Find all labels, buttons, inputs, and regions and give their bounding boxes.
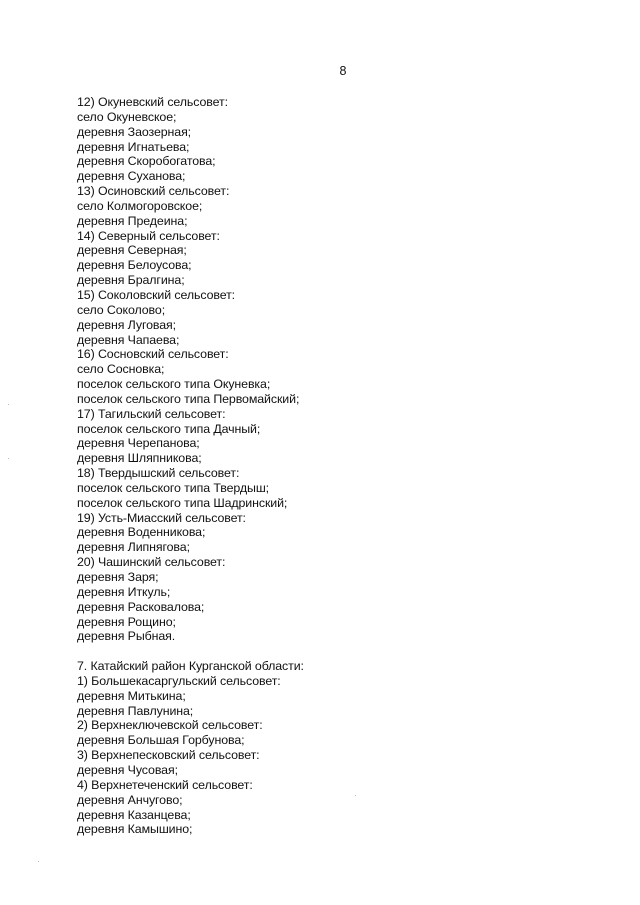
scan-speck — [8, 404, 9, 405]
text-line: 12) Окуневский сельсовет: — [77, 95, 228, 109]
text-line: деревня Расковалова; — [77, 599, 205, 614]
scan-speck — [38, 861, 39, 862]
scan-speck — [355, 795, 356, 796]
text-line: деревня Рыбная. — [77, 629, 176, 644]
text-line: 15) Соколовский сельсовет: — [77, 287, 235, 302]
text-line: деревня Белоусова; — [77, 258, 192, 273]
text-line: 14) Северный сельсовет: — [77, 228, 220, 243]
text-line: 1) Большекасаргульский сельсовет: — [77, 673, 281, 688]
text-line: 7. Катайский район Курганской области: — [77, 659, 304, 674]
text-line: деревня Иткуль; — [77, 584, 171, 599]
text-line: 20) Чашинский сельсовет: — [77, 555, 226, 570]
text-line: поселок сельского типа Первомайский; — [77, 391, 300, 406]
text-line: 19) Усть-Миасский сельсовет: — [77, 510, 246, 525]
text-line: поселок сельского типа Шадринский; — [77, 495, 288, 510]
text-line: деревня Чапаева; — [77, 332, 180, 347]
text-line: село Колмогоровское; — [77, 198, 203, 213]
text-line: 18) Твердышский сельсовет: — [77, 466, 240, 481]
document-body — [77, 95, 597, 837]
text-line: деревня Рощино; — [77, 614, 176, 629]
scan-speck — [8, 458, 9, 459]
text-line: деревня Шляпникова; — [77, 451, 202, 466]
text-line: поселок сельского типа Твердыш; — [77, 480, 270, 495]
text-line: деревня Митькина; — [77, 688, 186, 703]
text-line: поселок сельского типа Дачный; — [77, 421, 261, 436]
text-line: деревня Бралгина; — [77, 273, 185, 288]
text-line: 17) Тагильский сельсовет: — [77, 406, 226, 421]
text-line: деревня Черепанова; — [77, 436, 200, 451]
text-line: деревня Северная; — [77, 243, 187, 258]
text-line: село Соколово; — [77, 302, 166, 317]
text-line: 3) Верхнепесковский сельсовет: — [77, 748, 260, 763]
text-line: деревня Луговая; — [77, 317, 176, 332]
text-line: 13) Осиновский сельсовет: — [77, 184, 230, 199]
text-line: деревня Суханова; — [77, 169, 186, 184]
text-line: деревня Чусовая; — [77, 762, 178, 777]
text-line: деревня Предеина; — [77, 213, 188, 228]
text-line: деревня Заозерная; — [77, 124, 192, 139]
text-line: 4) Верхнетеченский сельсовет: — [77, 777, 253, 792]
text-line: село Сосновка; — [77, 362, 165, 377]
page-number: 8 — [339, 64, 347, 78]
text-line: деревня Казанцева; — [77, 807, 191, 822]
text-line: деревня Игнатьева; — [77, 139, 190, 154]
text-line: 2) Верхнеключевской сельсовет: — [77, 718, 263, 733]
text-line: деревня Скоробогатова; — [77, 154, 216, 169]
text-line: деревня Воденникова; — [77, 525, 206, 540]
text-line: село Окуневское; — [77, 109, 177, 124]
text-line: деревня Камышино; — [77, 822, 193, 837]
text-line: деревня Анчугово; — [77, 792, 183, 807]
text-line: поселок сельского типа Окуневка; — [77, 377, 271, 392]
text-line: деревня Заря; — [77, 570, 159, 584]
text-line: деревня Липнягова; — [77, 540, 190, 555]
text-line: 16) Сосновский сельсовет: — [77, 347, 229, 362]
text-line: деревня Большая Горбунова; — [77, 733, 245, 748]
blank-line — [77, 644, 597, 659]
text-line: деревня Павлунина; — [77, 703, 194, 718]
